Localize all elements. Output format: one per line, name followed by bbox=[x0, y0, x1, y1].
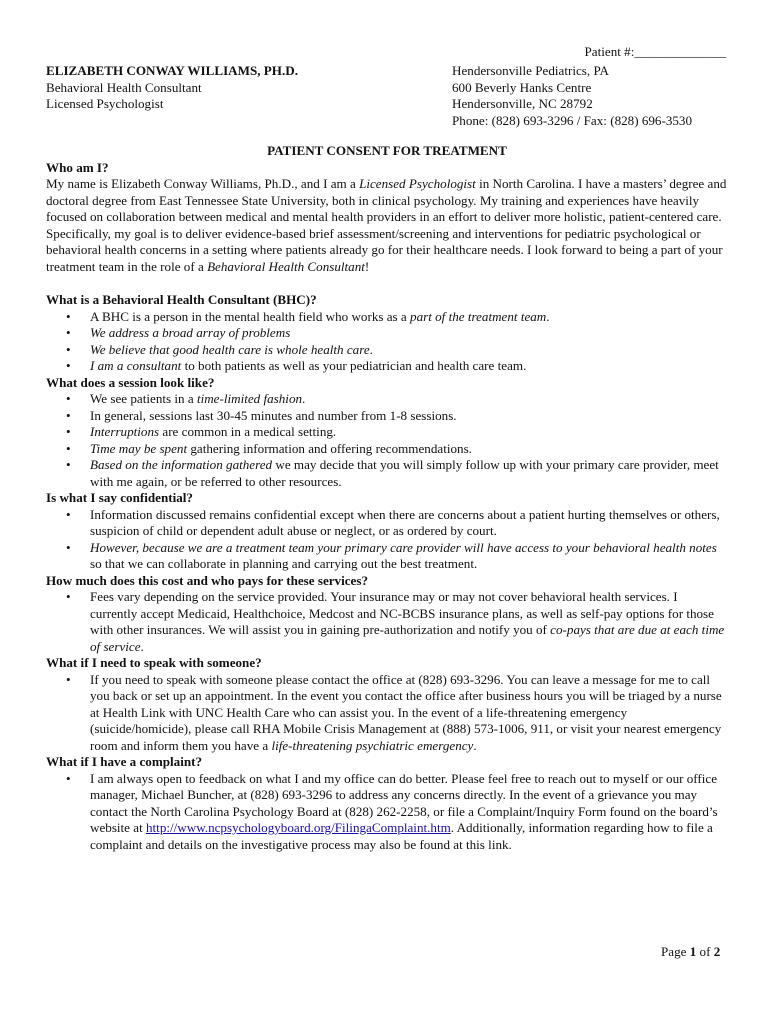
practice-block bbox=[452, 63, 692, 129]
italic-text: We believe that good health care is whole health care bbox=[90, 341, 370, 357]
practice-name: Hendersonville Pediatrics, PA bbox=[452, 63, 609, 78]
section-heading-speak: What if I need to speak with someone? bbox=[46, 655, 262, 670]
italic-text: part of the treatment team bbox=[410, 308, 547, 324]
list-item bbox=[46, 325, 728, 342]
confidential-list bbox=[46, 507, 728, 573]
provider-license: Licensed Psychologist bbox=[46, 96, 164, 111]
spacer bbox=[46, 275, 728, 292]
text: In general, sessions last 30-45 minutes and number from 1-8 sessions. bbox=[90, 407, 457, 423]
list-item bbox=[46, 342, 728, 359]
list-item bbox=[46, 540, 728, 573]
of-word: of bbox=[696, 944, 714, 959]
text: . bbox=[302, 391, 306, 406]
text: to both patients as well as your pediatrician and health care team. bbox=[181, 358, 527, 373]
italic-text: Interruptions bbox=[90, 424, 160, 439]
page-word: Page bbox=[661, 944, 690, 959]
text: . bbox=[369, 341, 373, 357]
practice-address-line2: Hendersonville, NC 28792 bbox=[452, 96, 593, 111]
document-page bbox=[46, 44, 728, 853]
italic-text: We address a broad array of problems bbox=[90, 325, 291, 340]
italic-text: Time may be spent bbox=[90, 440, 188, 456]
list-item bbox=[46, 457, 728, 490]
intro-text-2: in North Carolina. I have a masters’ degree and doctoral degree from East Tennessee State University, both in clinical psychology. My training and experiences have heavily focused on collaboration between medical and mental health providers in an effort to deliver more holistic, patient-centered care. Specifically, my goal is to deliver evidence-based brief assessment/screening and interventions for pediatric psychological or behavioral health concerns in a setting where patients already go for their healthcare needs. I look forward to being a part of your treatment team in the role of a bbox=[46, 176, 727, 274]
provider-block bbox=[46, 63, 298, 113]
list-item bbox=[46, 358, 728, 375]
list-item bbox=[46, 507, 728, 540]
page-number bbox=[661, 944, 720, 960]
text: are common in a medical setting. bbox=[159, 424, 337, 439]
list-item bbox=[46, 589, 728, 655]
practice-phone-fax: Phone: (828) 693-3296 / Fax: (828) 696-3530 bbox=[452, 112, 693, 128]
italic-text: I am a consultant bbox=[90, 358, 182, 373]
italic-text: life-threatening psychiatric emergency bbox=[271, 737, 474, 753]
intro-text-1: My name is Elizabeth Conway Williams, Ph.D., and I am a bbox=[46, 176, 360, 191]
list-item bbox=[46, 391, 728, 408]
text: A BHC is a person in the mental health field who works as a bbox=[90, 308, 411, 324]
list-item bbox=[46, 408, 728, 425]
list-item bbox=[46, 309, 728, 326]
text: . bbox=[140, 638, 144, 654]
italic-text: However, because we are a treatment team your primary care provider will have access to your behavioral health notes bbox=[90, 539, 717, 555]
section-heading-who: Who am I? bbox=[46, 159, 109, 175]
provider-role: Behavioral Health Consultant bbox=[46, 79, 202, 95]
intro-italic-2: Behavioral Health Consultant bbox=[207, 258, 365, 274]
text: I am always open to feedback on what I and my office can do better. Please feel free to reach out to myself or our office manager, Michael Buncher, at (828) 693-3296 to address any concerns directly. In the event of a grievance you may contact the North Carolina Psychology Board at (828) 262-2258, or file a Complaint/Inquiry Form found on the board’s website at bbox=[90, 770, 718, 835]
text: so that we can collaborate in planning and carrying out the best treatment. bbox=[90, 556, 478, 571]
text: . bbox=[546, 308, 550, 324]
complaint-list bbox=[46, 771, 728, 854]
bhc-list bbox=[46, 309, 728, 375]
section-heading-confidential: Is what I say confidential? bbox=[46, 490, 193, 505]
session-list bbox=[46, 391, 728, 490]
text: Information discussed remains confidential except when there are concerns about a patient hurting themselves or others, suspicion of child or dependent adult abuse or neglect, or as ordered by court. bbox=[90, 506, 720, 538]
text: If you need to speak with someone please contact the office at (828) 693-3296. You can leave a message for me to call you back or set up an appointment. In the event you contact the office after business hours you will be triaged by a nurse at Health Link with UNC Health Care who can assist you. In the event of a life-threatening emergency (suicide/homicide), please call RHA Mobile Crisis Management at (888) 573-1006, 911, or visit your nearest emergency room and inform them you have a bbox=[90, 671, 722, 753]
text: Fees vary depending on the service provided. Your insurance may or may not cover behavioral health services. I currently accept Medicaid, Healthchoice, Medcost and NC-BCBS insurance plans, as well as self-pay options for those with other insurances. We will assist you in gaining pre-authorization and notify you of bbox=[90, 589, 714, 637]
intro-paragraph bbox=[46, 176, 728, 275]
italic-text: co-pays that are due at each time of service bbox=[90, 622, 725, 654]
practice-address-line1: 600 Beverly Hanks Centre bbox=[452, 79, 592, 95]
italic-text: Based on the information gathered bbox=[90, 457, 273, 472]
patient-number-field[interactable]: Patient #:______________ bbox=[584, 44, 726, 59]
document-title: PATIENT CONSENT FOR TREATMENT bbox=[267, 143, 507, 158]
section-heading-cost: How much does this cost and who pays for these services? bbox=[46, 572, 369, 588]
italic-text: time-limited fashion bbox=[196, 391, 303, 406]
text: gathering information and offering recommendations. bbox=[187, 440, 472, 456]
list-item bbox=[46, 424, 728, 441]
intro-italic-1: Licensed Psychologist bbox=[359, 176, 476, 191]
letterhead bbox=[46, 44, 728, 136]
current-page: 1 bbox=[689, 944, 697, 959]
provider-name: ELIZABETH CONWAY WILLIAMS, PH.D. bbox=[46, 63, 298, 78]
intro-text-3: ! bbox=[364, 258, 370, 274]
total-pages: 2 bbox=[713, 944, 721, 959]
list-item bbox=[46, 672, 728, 755]
list-item bbox=[46, 441, 728, 458]
section-heading-session: What does a session look like? bbox=[46, 374, 215, 390]
section-heading-bhc: What is a Behavioral Health Consultant (BHC)? bbox=[46, 292, 317, 307]
speak-list bbox=[46, 672, 728, 755]
text: . bbox=[473, 737, 477, 753]
cost-list bbox=[46, 589, 728, 655]
text: . Additionally, information regarding how to file a complaint and details on the investigative process may also be found at this link. bbox=[90, 820, 713, 852]
section-heading-complaint: What if I have a complaint? bbox=[46, 754, 203, 769]
text: we may decide that you will simply follow up with your primary care provider, meet with me again, or be referred to other resources. bbox=[90, 457, 719, 489]
complaint-form-link[interactable]: http://www.ncpsychologyboard.org/FilingaComplaint.htm bbox=[146, 820, 451, 835]
list-item bbox=[46, 771, 728, 854]
text: We see patients in a bbox=[90, 391, 197, 406]
